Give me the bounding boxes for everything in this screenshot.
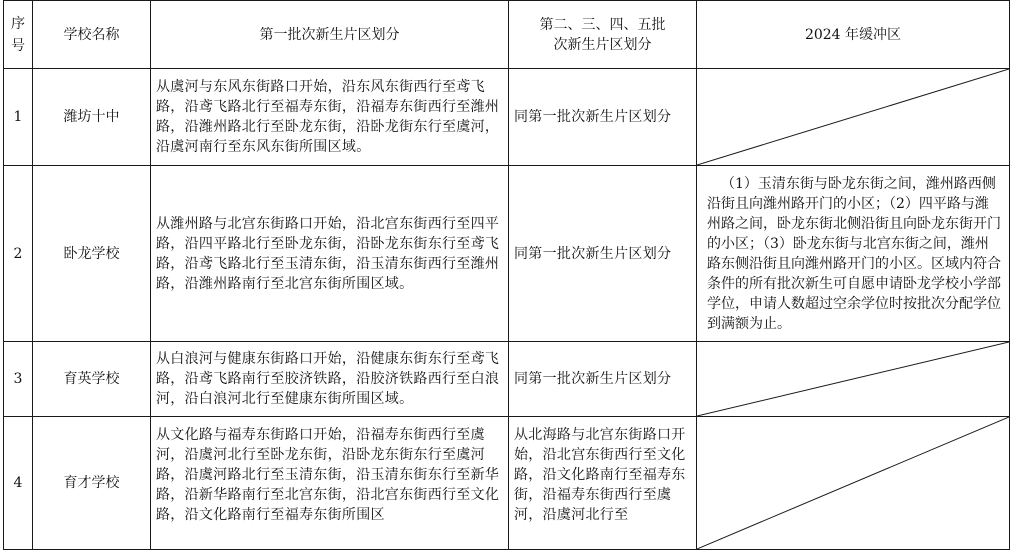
buffer-zone-text: （1）玉清东街与卧龙东街之间，潍州路西侧沿街且向潍州路开门的小区；（2）四平路与潍州路之间，卧龙东街北侧沿街且向卧龙东街开门的小区；（3）卧龙东街与北宫东街之间，潍州路东侧沿街且向潍州路开门的小区。区域内符合条件的所有批次新生可自愿申请卧龙学校小学部学位，申请人数超过空余学位时按批次分配学位到满额为止。 (697, 166, 1010, 342)
later-batches-zone: 同第一批次新生片区划分 (509, 342, 697, 417)
table-row (4, 417, 1010, 550)
first-batch-zone: 从虞河与东风东街路口开始，沿东风东街西行至鸢飞路，沿鸢飞路北行至福寿东街，沿福寿东街西行至潍州路，沿潍州路北行至卧龙东街，沿卧龙街东行至虞河，沿虞河南行至东风东街所围区域。 (151, 69, 509, 166)
diagonal-slash (697, 417, 1009, 549)
school-name: 卧龙学校 (33, 166, 151, 342)
first-batch-zone: 从文化路与福寿东街路口开始，沿福寿东街西行至虞河，沿虞河北行至卧龙东街，沿卧龙东街东行至虞河路，沿虞河路北行至玉清东街，沿玉清东街东行至新华路，沿新华路南行至北宫东街，沿北宫东街西行至文化路，沿文化路南行至福寿东街所围区 (151, 417, 509, 550)
school-name: 育才学校 (33, 417, 151, 550)
diagonal-slash (697, 342, 1009, 416)
header-buffer-zone: 2024 年缓冲区 (697, 1, 1010, 69)
table-row (4, 166, 1010, 342)
later-batches-zone: 同第一批次新生片区划分 (509, 69, 697, 166)
table-row (4, 342, 1010, 417)
row-index: 1 (4, 69, 33, 166)
school-district-table (3, 0, 1010, 550)
header-later-batches: 第二、三、四、五批次新生片区划分 (509, 1, 697, 69)
header-first-batch: 第一批次新生片区划分 (151, 1, 509, 69)
buffer-zone-empty (697, 69, 1010, 166)
row-index: 2 (4, 166, 33, 342)
header-school: 学校名称 (33, 1, 151, 69)
later-batches-zone: 从北海路与北宫东街路口开始，沿北宫东街西行至文化路，沿文化路南行至福寿东街，沿福寿东街西行至虞河，沿虞河北行至 (509, 417, 697, 550)
first-batch-zone: 从潍州路与北宫东街路口开始，沿北宫东街西行至四平路，沿四平路北行至卧龙东街，沿卧龙东街东行至鸢飞路，沿鸢飞路北行至玉清东街，沿玉清东街西行至潍州路，沿潍州路南行至北宫东街所围区域。 (151, 166, 509, 342)
buffer-zone-empty (697, 342, 1010, 417)
row-index: 4 (4, 417, 33, 550)
header-row (4, 1, 1010, 69)
table-row (4, 69, 1010, 166)
buffer-zone-empty (697, 417, 1010, 550)
row-index: 3 (4, 342, 33, 417)
later-batches-zone: 同第一批次新生片区划分 (509, 166, 697, 342)
school-name: 潍坊十中 (33, 69, 151, 166)
school-name: 育英学校 (33, 342, 151, 417)
diagonal-slash (697, 69, 1009, 165)
first-batch-zone: 从白浪河与健康东街路口开始，沿健康东街东行至鸢飞路，沿鸢飞路南行至胶济铁路，沿胶济铁路西行至白浪河，沿白浪河北行至健康东街所围区域。 (151, 342, 509, 417)
header-index: 序号 (4, 1, 33, 69)
